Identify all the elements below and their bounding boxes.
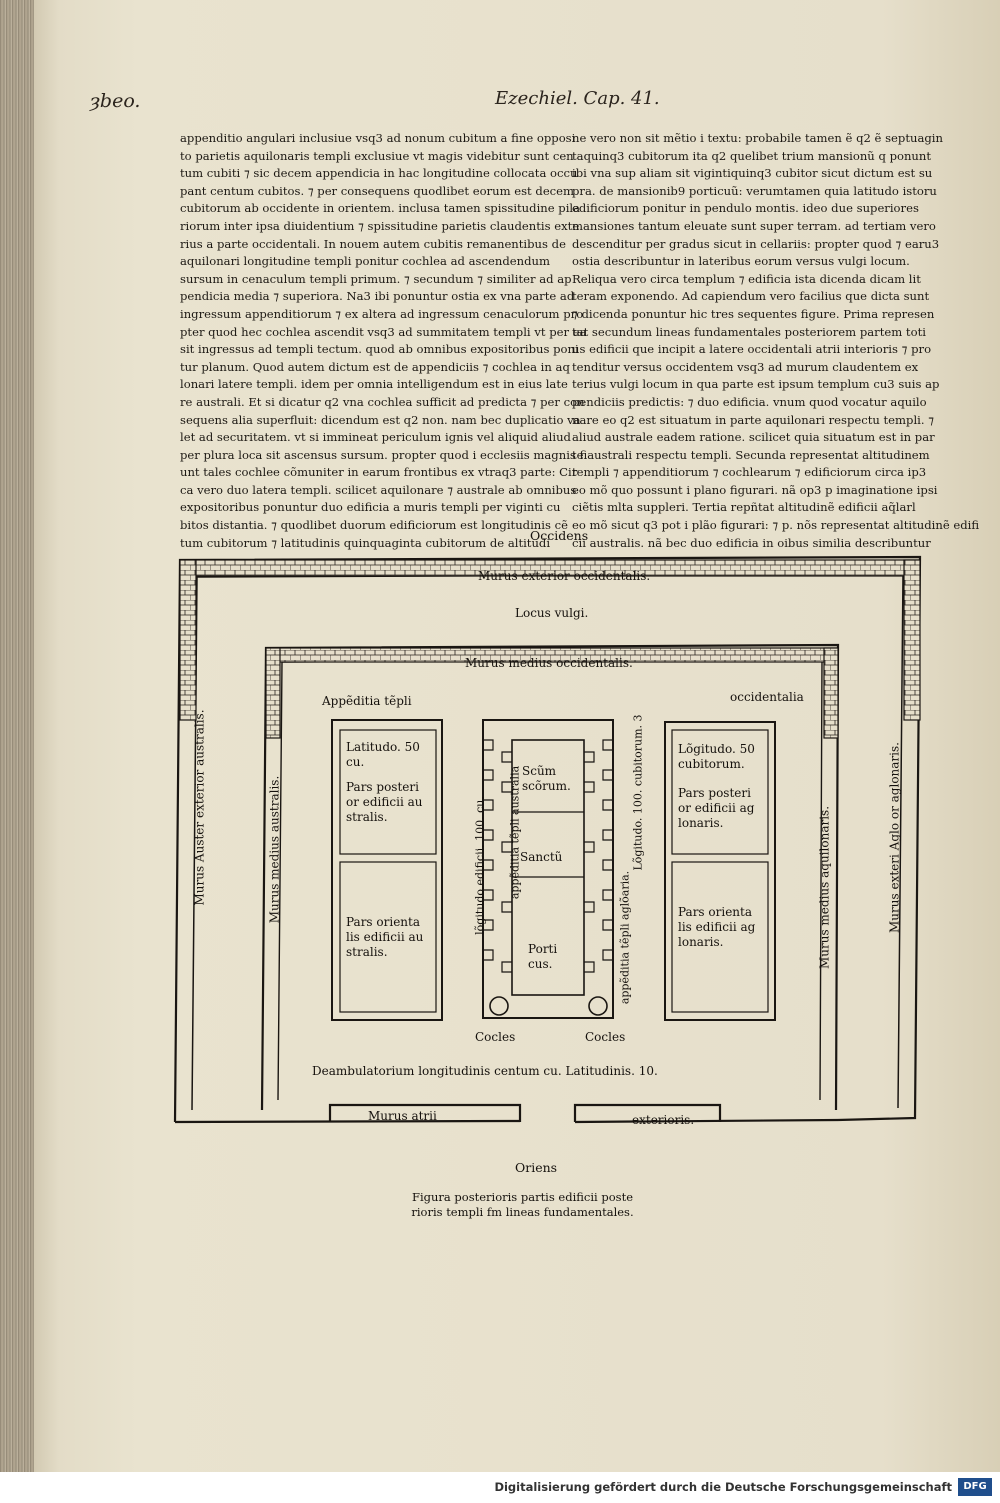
left-column-line: appenditio angulari inclusiue vsq3 ad nonum cubitum a fine opposi bbox=[180, 131, 576, 145]
left-column-line: bitos distantia. ⁊ quodlibet duorum edificiorum est longitudinis cẽ bbox=[180, 518, 568, 533]
left-column-line: expositoribus ponuntur duo edificia a muris templi per viginti cu bbox=[180, 500, 561, 515]
left-column-line: ca vero duo latera templi. scilicet aquilonare ⁊ australe ab omnibus bbox=[180, 482, 577, 497]
label-occidens: Occidens bbox=[530, 528, 589, 543]
left-column-line: aquilonari longitudine templi ponitur cochlea ad ascendendum bbox=[180, 254, 550, 269]
right-column-line: nare eo q2 est situatum in parte aquilonari respectu templi. ⁊ bbox=[572, 412, 935, 427]
label-north-pars-orientalis: Pars orienta lis edificii ag lonaris. bbox=[678, 905, 756, 949]
right-column-line: terius vulgi locum in qua parte est ipsum templum cu3 suis ap bbox=[572, 377, 940, 392]
right-column-line: tat secundum lineas fundamentales posteriorem partem toti bbox=[572, 324, 926, 339]
label-appenditia-left: Appẽditia tẽpli bbox=[322, 694, 412, 708]
left-column-line: sequens alia superfluit: dicendum est q2 non. nam bec duplicatio va bbox=[180, 412, 581, 427]
right-column-line: templi ⁊ appenditiorum ⁊ cochlearum ⁊ edificiorum circa ip3 bbox=[572, 465, 927, 480]
left-column-line: riorum inter ipsa diuidentium ⁊ spissitudine parietis claudentis exte bbox=[180, 218, 580, 233]
right-column-line: teram exponendo. Ad capiendum vero facilius que dicta sunt bbox=[572, 289, 930, 304]
figure-caption: Figura posterioris partis edificii poste rioris templi fm lineas fundamentales. bbox=[411, 1190, 634, 1219]
right-column-line: tenditur versus occidentem vsq3 ad murum claudentem ex bbox=[572, 359, 919, 374]
left-column-line: per plura loca sit ascensus sursum. propter quod i ecclesiis magnis fi bbox=[180, 447, 588, 462]
label-outer-wall-west: Murus exterior occidentalis. bbox=[478, 569, 651, 583]
label-sanctum: Sanctũ bbox=[520, 850, 563, 864]
label-north-longitudo: Lõgitudo. 50 cubitorum. bbox=[678, 742, 755, 771]
left-column-line: lonari latere templi. idem per omnia intelligendum est in eius late bbox=[180, 377, 568, 392]
right-column-line: eo mõ quo possunt i plano figurari. nã op3 p imaginatione ipsi bbox=[572, 482, 938, 497]
label-cocles-right: Cocles bbox=[585, 1030, 626, 1044]
label-appenditia-right: occidentalia bbox=[730, 690, 804, 704]
label-oriens: Oriens bbox=[515, 1160, 558, 1175]
right-column-line: mansiones tantum eleuate sunt super terram. ad tertiam vero bbox=[572, 218, 936, 233]
left-column-line: cubitorum ab occidente in orientem. inclusa tamen spissitudine pila bbox=[180, 201, 581, 216]
outer-wall bbox=[175, 557, 920, 1122]
label-south-pars-orientalis: Pars orienta lis edificii au stralis. bbox=[346, 915, 424, 959]
left-column-line: re australi. Et si dicatur q2 vna cochlea sufficit ad predicta ⁊ per con bbox=[180, 394, 585, 409]
left-column-line: rius a parte occidentali. In nouem autem cubitis remanentibus de bbox=[180, 236, 566, 251]
footer-credit: Digitalisierung gefördert durch die Deutsche Forschungsgemeinschaft bbox=[494, 1480, 952, 1494]
label-exterioris: exterioris. bbox=[632, 1113, 695, 1127]
right-column-line: te australi respectu templi. Secunda representat altitudinem bbox=[572, 447, 930, 462]
label-north-pars-posterior: Pars posteri or edificii ag lonaris. bbox=[678, 786, 755, 830]
right-column-line: descenditur per gradus sicut in cellariis: propter quod ⁊ earu3 bbox=[572, 236, 940, 251]
label-sanctum-sanctorum: Scũm scõrum. bbox=[522, 764, 571, 793]
right-column-line: eo mõ sicut q3 pot i plão figurari: ⁊ p. nõs representat altitudinẽ edifi bbox=[572, 518, 980, 533]
label-outer-wall-south: Murus Auster exterior australis. bbox=[192, 709, 207, 906]
left-column-line: sit ingressus ad templi tectum. quod ab omnibus expositoribus poni bbox=[180, 342, 579, 357]
label-murus-atrii: Murus atrii bbox=[368, 1109, 437, 1123]
right-column-line: Reliqua vero circa templum ⁊ edificia ista dicenda dicam lit bbox=[572, 271, 921, 286]
label-middle-wall-south: Murus medius australis. bbox=[267, 775, 282, 924]
dfg-logo[interactable]: DFG bbox=[958, 1478, 992, 1496]
left-column-line: unt tales cochlee cõmuniter in earum frontibus ex vtraq3 parte: Cir bbox=[180, 465, 578, 480]
label-locus-vulgi: Locus vulgi. bbox=[515, 606, 589, 620]
left-column-line: sursum in cenaculum templi primum. ⁊ secundum ⁊ similiter ad ap bbox=[180, 271, 572, 286]
left-column-line: pant centum cubitos. ⁊ per consequens quodlibet eorum est decem bbox=[180, 183, 575, 198]
right-column-line: edificiorum ponitur in pendulo montis. ideo due superiores bbox=[572, 201, 919, 216]
left-column-line: tum cubiti ⁊ sic decem appendicia in hac longitudine collocata occu bbox=[180, 166, 578, 181]
left-column-line: to parietis aquilonaris templi exclusiue vt magis videbitur sunt cen bbox=[180, 148, 574, 163]
label-south-pars-posterior: Pars posteri or edificii au stralis. bbox=[346, 780, 423, 824]
folio-number: ȝbeo. bbox=[90, 90, 141, 112]
cocles-left-stair bbox=[490, 997, 508, 1015]
label-porticus: Porti cus. bbox=[528, 942, 558, 971]
label-long-right: Lõgitudo. 100. cubitorum. 3 bbox=[631, 714, 645, 871]
right-column-line: us edificii que incipit a latere occidentali atrii interioris ⁊ pro bbox=[572, 342, 932, 357]
label-deambulatorium: Deambulatorium longitudinis centum cu. Latitudinis. 10. bbox=[312, 1064, 658, 1078]
left-column-line: let ad securitatem. vt si immineat periculum ignis vel aliquid aliud bbox=[180, 430, 571, 445]
right-column-line: ostia describuntur in lateribus eorum versus vulgi locum. bbox=[572, 254, 910, 269]
left-column-line: tum cubitorum ⁊ latitudinis quinquaginta cubitorum de altitudi bbox=[180, 535, 551, 550]
left-column-line: ingressum appenditiorum ⁊ ex altera ad ingressum cenaculorum pro bbox=[180, 306, 584, 321]
left-column-line: pter quod hec cochlea ascendit vsq3 ad summitatem templi vt per ea bbox=[180, 324, 587, 339]
label-middle-wall-west: Murus medius occidentalis. bbox=[465, 656, 633, 670]
right-column-line: pendiciis predictis: ⁊ duo edificia. vnum quod vocatur aquilo bbox=[572, 394, 927, 409]
label-middle-wall-north: Murus medius aquilonaris. bbox=[817, 805, 832, 970]
label-long-left: lõgitudo edificii. 100. cu. bbox=[473, 796, 487, 935]
right-column-line: taquinq3 cubitorum ita q2 quelibet trium mansionũ q ponunt bbox=[572, 148, 932, 163]
right-column-line: ciẽtis mlta suppleri. Tertia repñtat altitudinẽ edificii aq̃larl bbox=[572, 500, 916, 515]
left-column-line: tur planum. Quod autem dictum est de appendiciis ⁊ cochlea in aq bbox=[180, 359, 570, 374]
right-column-line: aliud australe eadem ratione. scilicet quia situatum est in par bbox=[572, 430, 935, 445]
right-column-line: ibi vna sup aliam sit vigintiquinq3 cubitor sicut dictum est su bbox=[572, 166, 933, 181]
cocles-right-stair bbox=[589, 997, 607, 1015]
running-head: Ezechiel. Cap. 41. bbox=[495, 88, 660, 109]
footer-bar bbox=[0, 1472, 1000, 1503]
left-column-line: pendicia media ⁊ superiora. Na3 ibi ponuntur ostia ex vna parte ad bbox=[180, 289, 575, 304]
label-south-latitudo: Latitudo. 50 cu. bbox=[346, 740, 420, 769]
label-app-south: appẽditia tẽpli australia bbox=[508, 765, 522, 900]
right-column-line: ne vero non sit mẽtio i textu: probabile tamen ẽ q2 ẽ septuagin bbox=[572, 131, 943, 145]
right-column-line: ⁊ dicenda ponuntur hic tres sequentes figure. Prima represen bbox=[572, 306, 935, 321]
right-column-line: pra. de mansionib9 porticuũ: verumtamen quia latitudo istoru bbox=[572, 183, 937, 198]
right-column-line: cii australis. nã bec duo edificia in oibus similia describuntur bbox=[572, 535, 931, 550]
label-app-north: appẽditia tẽpli aglõaria. bbox=[618, 870, 632, 1005]
label-outer-wall-north: Murus exteri Aglo or aglonaris. bbox=[887, 742, 902, 933]
label-cocles-left: Cocles bbox=[475, 1030, 516, 1044]
